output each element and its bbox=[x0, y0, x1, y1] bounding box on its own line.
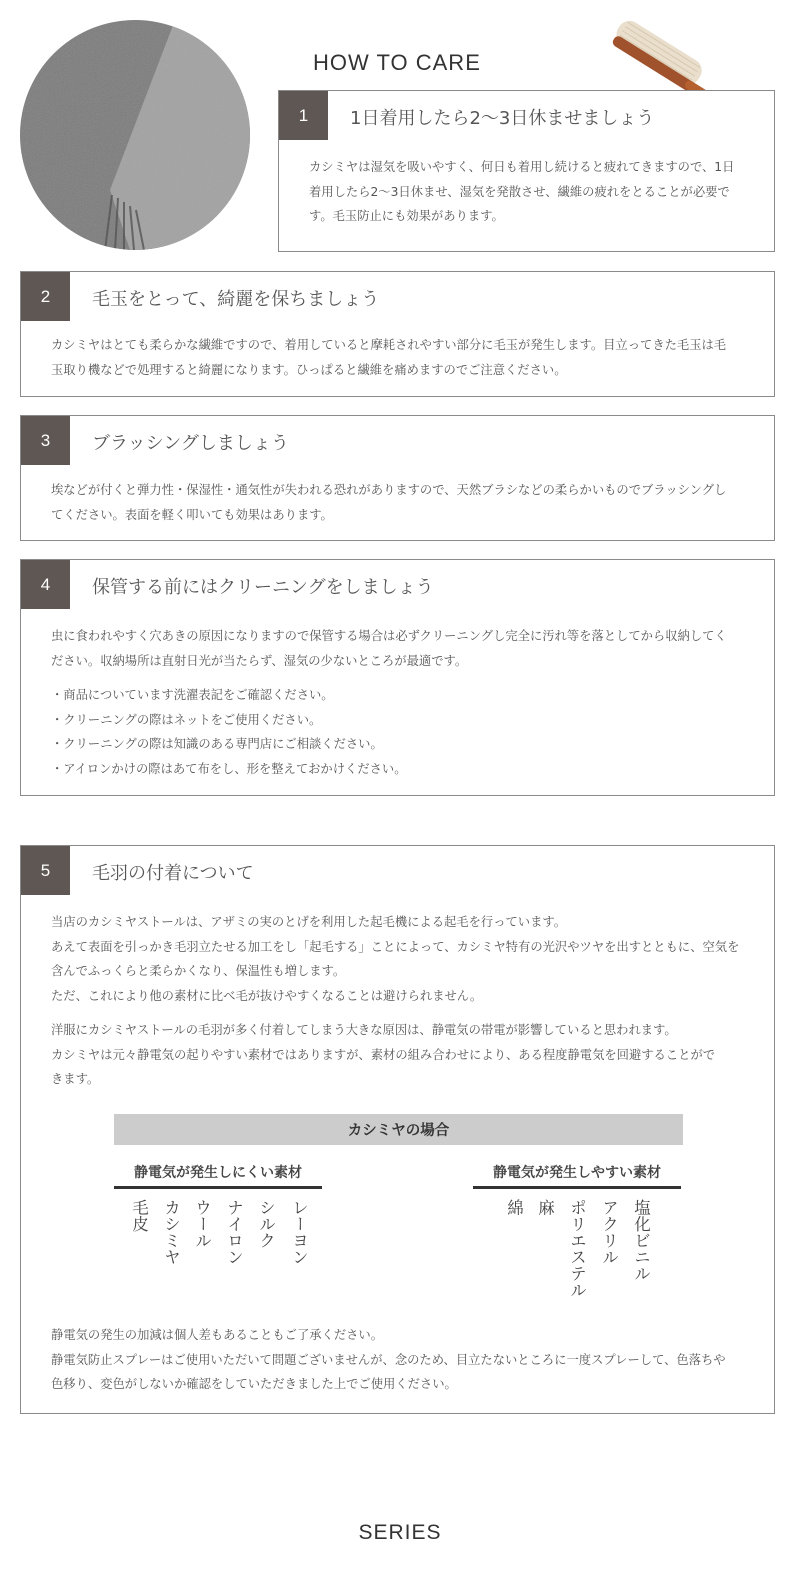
high-static-heading: 静電気が発生しやすい素材 bbox=[473, 1162, 681, 1189]
material-table-header: カシミヤの場合 bbox=[114, 1114, 683, 1145]
care-section-2 bbox=[20, 271, 775, 397]
section-text bbox=[51, 333, 744, 382]
text-line: 着用したら2〜3日休ませ、湿気を発散させ、繊維の疲れをとることが必要で bbox=[309, 184, 730, 199]
material-item: 塩化ビニル bbox=[631, 1199, 651, 1282]
care-section-1 bbox=[278, 90, 775, 252]
text-line: 色移り、変色がしないか確認をしていただきました上でご使用ください。 bbox=[51, 1377, 457, 1391]
section-number: 5 bbox=[21, 846, 70, 895]
section-text bbox=[51, 910, 744, 1092]
text-line: 玉取り機などで処理すると綺麗になります。ひっぱると繊維を痛めますのでご注意ください。 bbox=[51, 362, 567, 377]
section-title: ブラッシングしましょう bbox=[92, 433, 289, 454]
list-item: ・アイロンかけの際はあて布をし、形を整えておかけください。 bbox=[51, 761, 407, 776]
text-line: ださい。収納場所は直射日光が当たらず、湿気の少ないところが最適です。 bbox=[51, 653, 468, 668]
text-line: 虫に食われやすく穴あきの原因になりますので保管する場合は必ずクリーニングし完全に汚れ等を落としてから収納してく bbox=[51, 629, 727, 643]
text-line: カシミヤは湿気を吸いやすく、何日も着用し続けると疲れてきますので、1日 bbox=[309, 160, 735, 174]
material-item: ナイロン bbox=[224, 1199, 244, 1265]
text-line: 静電気の発生の加減は個人差もあることもご了承ください。 bbox=[51, 1328, 384, 1342]
series-heading: SERIES bbox=[358, 1521, 442, 1544]
material-item: 麻 bbox=[535, 1199, 555, 1216]
section-text bbox=[51, 624, 744, 781]
text-line: てください。表面を軽く叩いても効果はあります。 bbox=[51, 507, 333, 522]
text-line: 埃などが付くと弾力性・保湿性・通気性が失われる恐れがありますので、天然ブラシなどの柔らかいものでブラッシングし bbox=[51, 483, 727, 497]
section-title: 毛羽の付着について bbox=[92, 863, 254, 884]
text-line: カシミヤはとても柔らかな繊維ですので、着用していると摩耗されやすい部分に毛玉が発生します。目立ってきた毛玉は毛 bbox=[51, 338, 727, 352]
care-section-4 bbox=[20, 559, 775, 796]
care-section-5 bbox=[20, 845, 775, 1414]
list-item: ・クリーニングの際は知識のある専門店にご相談ください。 bbox=[51, 737, 383, 751]
material-item: レーヨン bbox=[289, 1199, 309, 1265]
cashmere-fabric-photo bbox=[20, 20, 250, 250]
care-section-3 bbox=[20, 415, 775, 541]
list-item: ・商品についています洗濯表記をご確認ください。 bbox=[51, 688, 334, 702]
material-item: 毛皮 bbox=[129, 1199, 149, 1232]
material-item: ポリエステル bbox=[567, 1199, 587, 1298]
text-line: あえて表面を引っかき毛羽立たせる加工をし「起毛する」ことによって、カシミヤ特有の光沢やツヤを出すとともに、空気を bbox=[51, 939, 740, 954]
material-item: ウール bbox=[192, 1199, 212, 1249]
page-title: HOW TO CARE bbox=[313, 50, 481, 75]
section-number: 4 bbox=[21, 560, 70, 609]
text-line: カシミヤは元々静電気の起りやすい素材ではありますが、素材の組み合わせにより、ある程度静電気を回避することがで bbox=[51, 1047, 716, 1062]
section-number: 1 bbox=[279, 91, 328, 140]
text-line: 洋服にカシミヤストールの毛羽が多く付着してしまう大きな原因は、静電気の帯電が影響していると思われます。 bbox=[51, 1023, 677, 1037]
text-line: ただ、これにより他の素材に比べ毛が抜けやすくなることは避けられません。 bbox=[51, 988, 483, 1003]
text-line: きます。 bbox=[51, 1072, 100, 1086]
section-text bbox=[51, 478, 744, 527]
care-bullet-list bbox=[51, 683, 744, 781]
section-title: 毛玉をとって、綺麗を保ちましょう bbox=[92, 289, 380, 310]
section-title: 1日着用したら2〜3日休ませましょう bbox=[350, 108, 655, 129]
text-line: 静電気防止スプレーはご使用いただいて問題ございませんが、念のため、目立たないところに一度スプレーして、色落ちや bbox=[51, 1352, 726, 1367]
section-text bbox=[309, 155, 746, 229]
low-static-heading: 静電気が発生しにくい素材 bbox=[114, 1162, 322, 1189]
text-line: 含んでふっくらと柔らかくなり、保温性も増します。 bbox=[51, 964, 346, 978]
section-number: 3 bbox=[21, 416, 70, 465]
list-item: ・クリーニングの際はネットをご使用ください。 bbox=[51, 712, 322, 727]
section-text bbox=[51, 1323, 744, 1397]
material-item: カシミヤ bbox=[161, 1199, 181, 1265]
section-number: 2 bbox=[21, 272, 70, 321]
material-item: シルク bbox=[256, 1199, 276, 1249]
material-item: 綿 bbox=[504, 1199, 524, 1216]
section-title: 保管する前にはクリーニングをしましょう bbox=[92, 577, 434, 598]
text-line: す。毛玉防止にも効果があります。 bbox=[309, 209, 504, 223]
material-item: アクリル bbox=[599, 1199, 619, 1265]
text-line: 当店のカシミヤストールは、アザミの実のとげを利用した起毛機による起毛を行っています。 bbox=[51, 915, 566, 929]
